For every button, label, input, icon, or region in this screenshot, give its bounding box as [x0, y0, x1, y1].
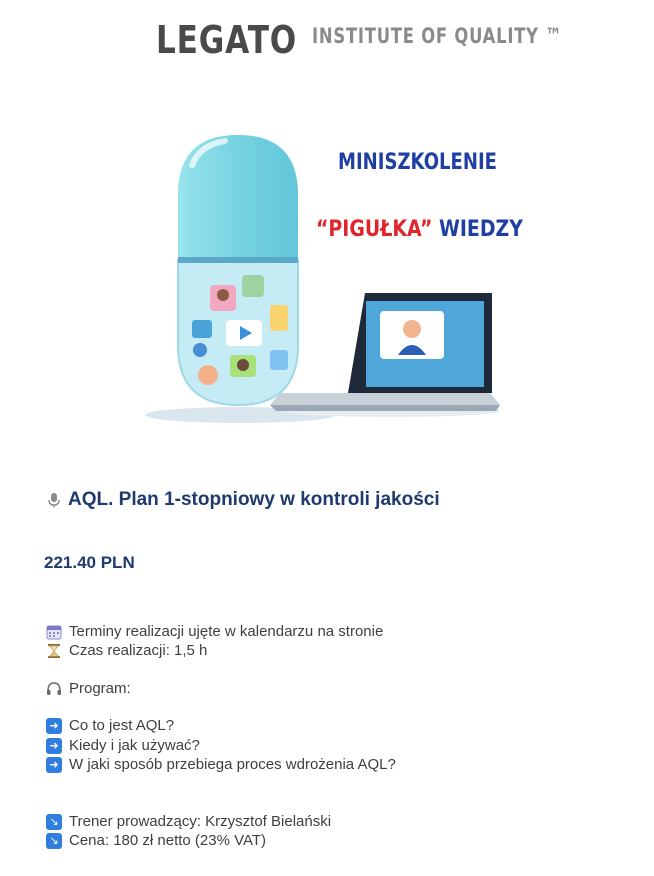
- dates-line: [46, 623, 383, 640]
- program-item: [46, 737, 200, 754]
- arrow-right-icon: ➜: [46, 738, 62, 754]
- program-item: [46, 756, 396, 773]
- pill-capsule: [178, 135, 298, 405]
- brand-header: [0, 12, 654, 60]
- net-price-line: [46, 832, 266, 849]
- promo-rest: WIEDZY: [432, 217, 523, 242]
- microphone-icon: [46, 492, 62, 508]
- product-title-text: AQL. Plan 1-stopniowy w kontroli jakości: [68, 489, 440, 510]
- arrow-right-icon: ➜: [46, 718, 62, 734]
- product-title: [46, 489, 440, 511]
- trainer-line: [46, 813, 331, 830]
- arrow-down-right-icon: ↘: [46, 833, 62, 849]
- headphones-icon: [46, 681, 62, 697]
- promo-subheadline: [316, 217, 523, 242]
- product-price: 221.40 PLN: [44, 553, 135, 572]
- program-item: [46, 717, 174, 734]
- duration-line: [46, 642, 207, 659]
- arrow-right-icon: ➜: [46, 757, 62, 773]
- calendar-icon: [46, 624, 62, 640]
- laptop: [270, 293, 500, 411]
- hourglass-icon: [46, 643, 62, 659]
- promo-quoted: “PIGUŁKA”: [316, 217, 433, 242]
- program-label: Program:: [69, 680, 131, 697]
- dates-text: Terminy realizacji ujęte w kalendarzu na stronie: [69, 623, 384, 640]
- program-item-text: Kiedy i jak używać?: [69, 737, 200, 754]
- trainer-text: Trener prowadzący: Krzysztof Bielański: [69, 813, 332, 830]
- net-price-text: Cena: 180 zł netto (23% VAT): [69, 832, 267, 849]
- brand-tagline: INSTITUTE OF QUALITY ™: [312, 24, 563, 48]
- duration-text: Czas realizacji: 1,5 h: [69, 642, 208, 659]
- promo-headline: MINISZKOLENIE: [338, 150, 498, 175]
- program-item-text: W jaki sposób przebiega proces wdrożenia AQL?: [69, 756, 396, 773]
- program-item-text: Co to jest AQL?: [69, 717, 175, 734]
- program-line: [46, 680, 131, 697]
- brand-logo: LEGATO: [156, 18, 298, 62]
- arrow-down-right-icon: ↘: [46, 814, 62, 830]
